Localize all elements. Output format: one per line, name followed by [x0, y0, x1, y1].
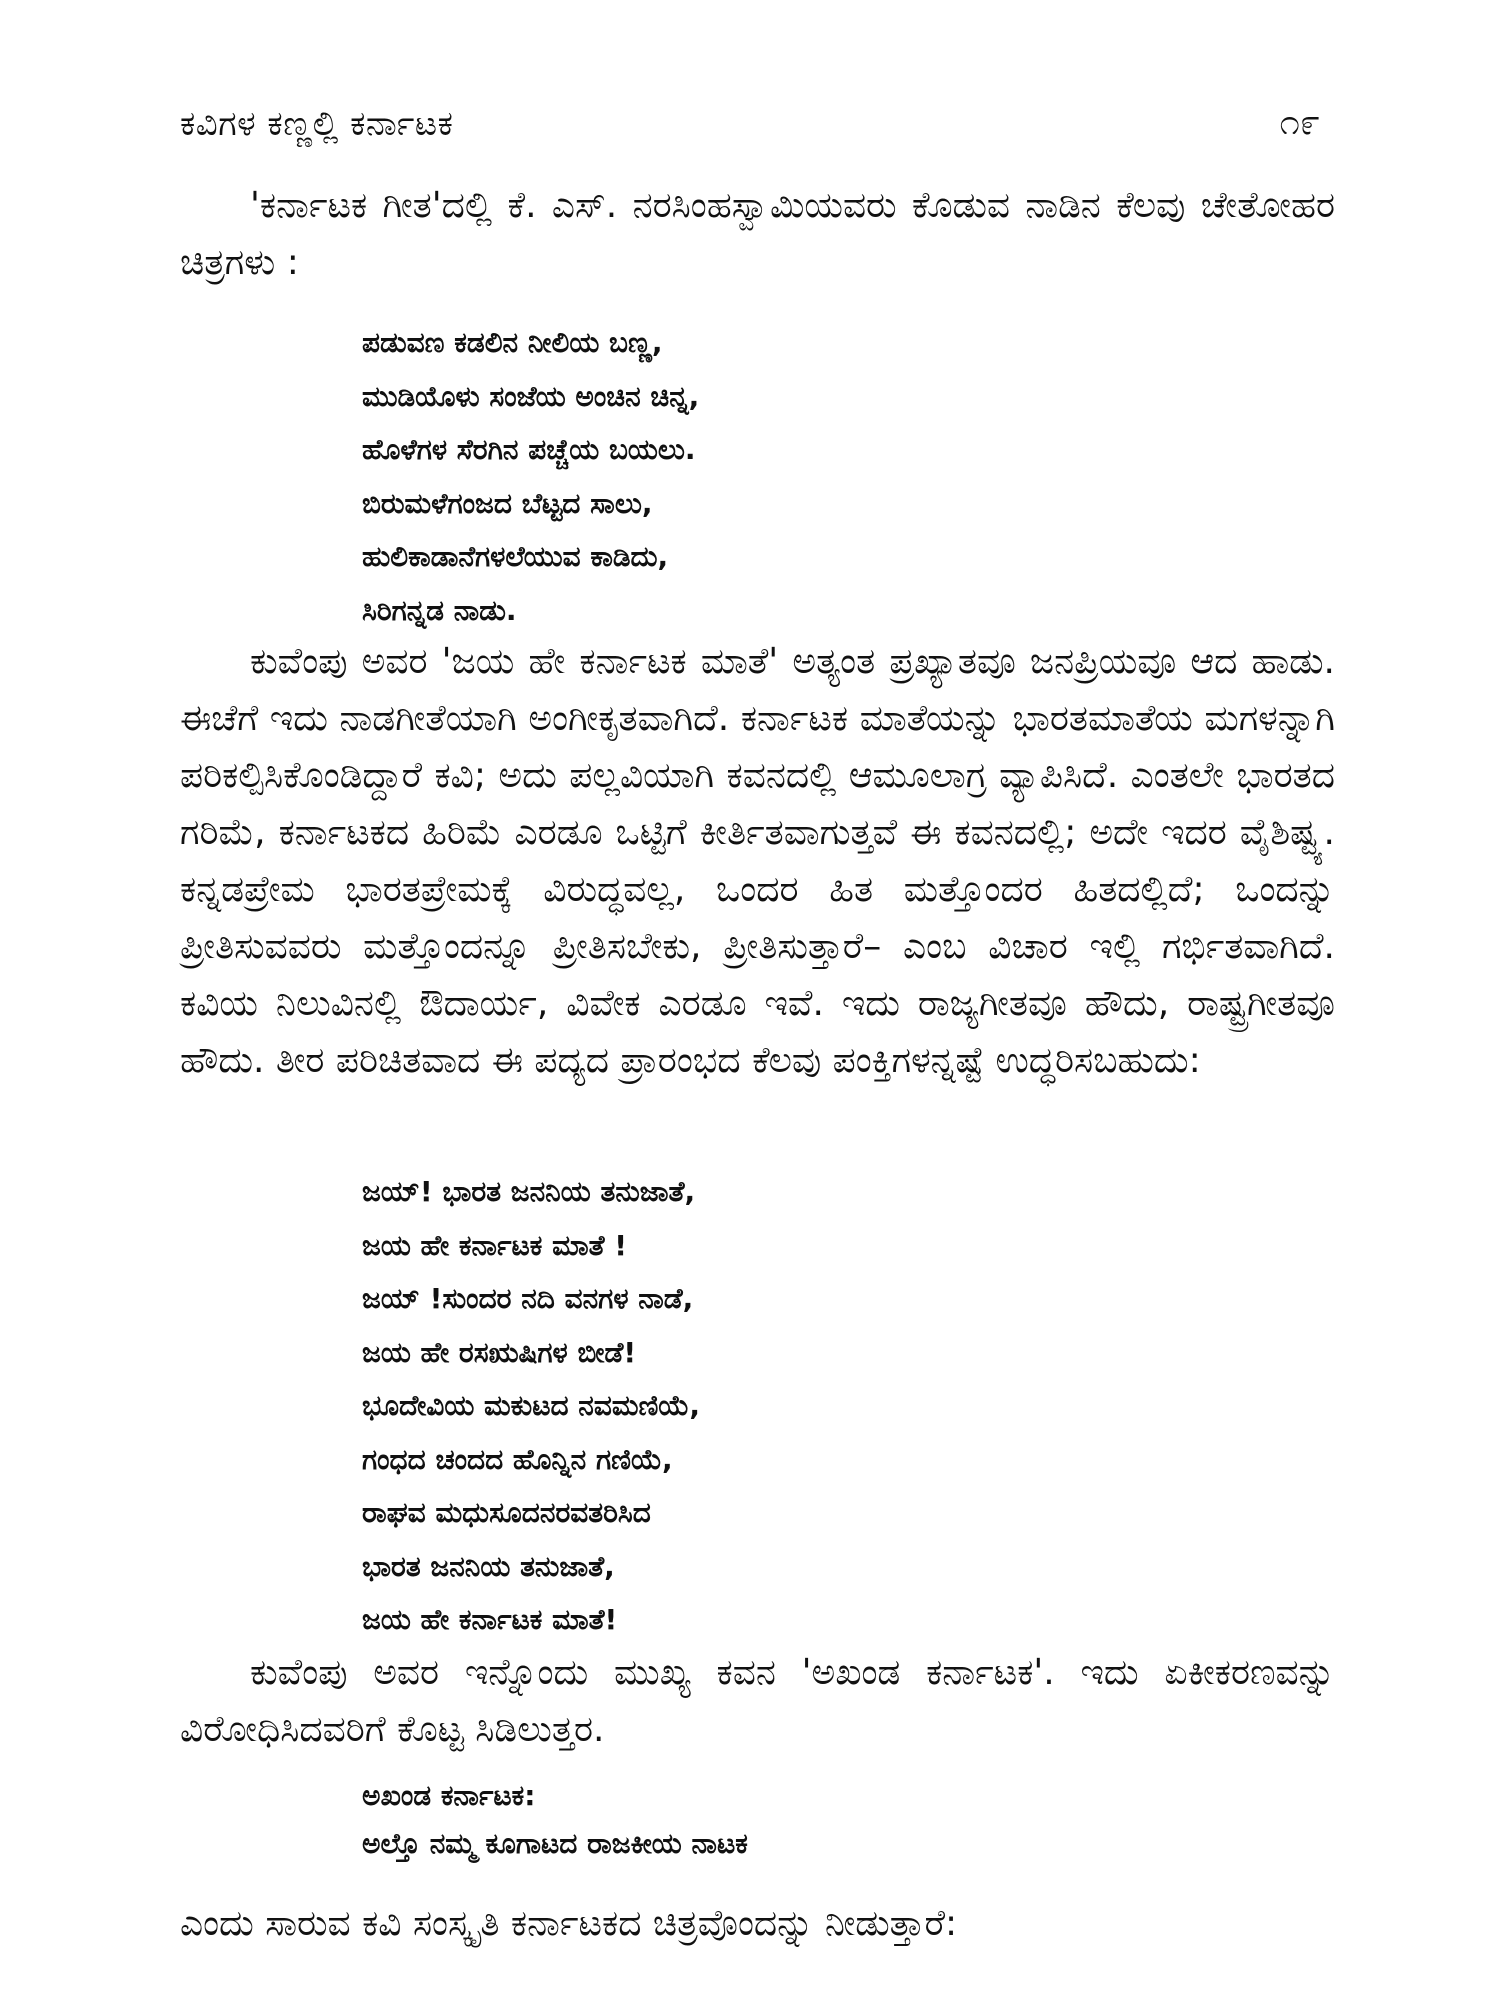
verse-line: ಜಯ್ !ಸುಂದರ ನದಿ ವನಗಳ ನಾಡೆ,	[362, 1282, 694, 1315]
paragraph-jaya-he-text: ಕುವೆಂಪು ಅವರ 'ಜಯ ಹೇ ಕರ್ನಾಟಕ ಮಾತೆ' ಅತ್ಯಂತ ಪ್ರಖ್ಯಾತವೂ ಜನಪ್ರಿಯವೂ ಆದ ಹಾಡು. ಈಚೆಗೆ ಇದು ನಾಡಗೀತೆಯಾಗಿ ಅಂಗೀಕೃತವಾಗಿದೆ. ಕರ್ನಾಟಕ ಮಾತೆಯನ್ನು ಭಾರತಮಾತೆಯ ಮಗಳನ್ನಾಗಿ ಪರಿಕಲ್ಪಿಸಿಕೊಂಡಿದ್ದಾರೆ ಕವಿ; ಅದು ಪಲ್ಲವಿಯಾಗಿ ಕವನದಲ್ಲಿ ಆಮೂಲಾಗ್ರ ವ್ಯಾಪಿಸಿದೆ. ಎಂತಲೇ ಭಾರತದ ಗರಿಮೆ, ಕರ್ನಾಟಕದ ಹಿರಿಮೆ ಎರಡೂ ಒಟ್ಟಿಗೆ ಕೀರ್ತಿತವಾಗುತ್ತವೆ ಈ ಕವನದಲ್ಲಿ; ಅದೇ ಇದರ ವೈಶಿಷ್ಟ್ಯ. ಕನ್ನಡಪ್ರೇಮ ಭಾರತಪ್ರೇಮಕ್ಕೆ ವಿರುದ್ಧವಲ್ಲ, ಒಂದರ ಹಿತ ಮತ್ತೊಂದರ ಹಿತದಲ್ಲಿದೆ; ಒಂದನ್ನು ಪ್ರೀತಿಸುವವರು ಮತ್ತೊಂದನ್ನೂ ಪ್ರೀತಿಸಬೇಕು, ಪ್ರೀತಿಸುತ್ತಾರೆ– ಎಂಬ ವಿಚಾರ ಇಲ್ಲಿ ಗರ್ಭಿತವಾಗಿದೆ. ಕವಿಯ ನಿಲುವಿನಲ್ಲಿ ಔದಾರ್ಯ, ವಿವೇಕ ಎರಡೂ ಇವೆ. ಇದು ರಾಜ್ಯಗೀತವೂ ಹೌದು, ರಾಷ್ಟ್ರಗೀತವೂ ಹೌದು. ತೀರ ಪರಿಚಿತವಾದ ಈ ಪದ್ಯದ ಪ್ರಾರಂಭದ ಕೆಲವು ಪಂಕ್ತಿಗಳನ್ನಷ್ಟೆ ಉದ್ಧರಿಸಬಹುದು:	[180, 641, 1335, 1081]
verse-karnataka-geeta	[362, 316, 1262, 637]
verse-jaya-he	[362, 1165, 1262, 1647]
verse-line: ಪಡುವಣ ಕಡಲಿನ ನೀಲಿಯ ಬಣ್ಣ,	[362, 326, 663, 359]
verse-line: ಹೊಳೆಗಳ ಸೆರಗಿನ ಪಚ್ಚೆಯ ಬಯಲು.	[362, 433, 696, 466]
verse-line: ಜಯ ಹೇ ಕರ್ನಾಟಕ ಮಾತೆ !	[362, 1228, 628, 1262]
verse-line: ಅಖಂಡ ಕರ್ನಾಟಕ:	[362, 1779, 536, 1812]
verse-line: ಜಯ ಹೇ ಕರ್ನಾಟಕ ಮಾತೆ!	[362, 1603, 618, 1636]
paragraph-intro-text: 'ಕರ್ನಾಟಕ ಗೀತ'ದಲ್ಲಿ ಕೆ. ಎಸ್. ನರಸಿಂಹಸ್ವಾಮಿಯವರು ಕೊಡುವ ನಾಡಿನ ಕೆಲವು ಚೇತೋಹರ ಚಿತ್ರಗಳು :	[180, 185, 1335, 283]
verse-line: ಅಲ್ತೊ ನಮ್ಮ ಕೂಗಾಟದ ರಾಜಕೀಯ ನಾಟಕ	[362, 1827, 748, 1860]
verse-line: ಹುಲಿಕಾಡಾನೆಗಳಲೆಯುವ ಕಾಡಿದು,	[362, 540, 669, 573]
paragraph-jaya-he	[180, 633, 1335, 1089]
paragraph-akhanda	[180, 1644, 1335, 1758]
paragraph-intro	[180, 177, 1335, 291]
paragraph-akhanda-text: ಕುವೆಂಪು ಅವರ ಇನ್ನೊಂದು ಮುಖ್ಯ ಕವನ 'ಅಖಂಡ ಕರ್ನಾಟಕ'. ಇದು ಏಕೀಕರಣವನ್ನು ವಿರೋಧಿಸಿದವರಿಗೆ ಕೊಟ್ಟ ಸಿಡಿಲುತ್ತರ.	[180, 1652, 1335, 1750]
page-number: ೧೯	[1279, 102, 1320, 143]
verse-line: ಜಯ್! ಭಾರತ ಜನನಿಯ ತನುಜಾತೆ,	[362, 1175, 696, 1208]
verse-akhanda	[362, 1772, 1262, 1868]
verse-line: ರಾಘವ ಮಧುಸೂದನರವತರಿಸಿದ	[362, 1496, 651, 1529]
running-title: ಕವಿಗಳ ಕಣ್ಣಲ್ಲಿ ಕರ್ನಾಟಕ	[180, 104, 454, 144]
paragraph-closing	[180, 1895, 1335, 1952]
verse-line: ಗಂಧದ ಚಂದದ ಹೊನ್ನಿನ ಗಣಿಯೆ,	[362, 1442, 673, 1476]
paragraph-closing-text: ಎಂದು ಸಾರುವ ಕವಿ ಸಂಸ್ಕೃತಿ ಕರ್ನಾಟಕದ ಚಿತ್ರವೊಂದನ್ನು ನೀಡುತ್ತಾರೆ:	[180, 1903, 958, 1944]
verse-line: ಸಿರಿಗನ್ನಡ ನಾಡು.	[362, 593, 517, 627]
verse-line: ಮುಡಿಯೊಳು ಸಂಜೆಯ ಅಂಚಿನ ಚಿನ್ನ,	[362, 379, 700, 413]
verse-line: ಭೂದೇವಿಯ ಮಕುಟದ ನವಮಣಿಯೆ,	[362, 1389, 701, 1422]
verse-line: ಬಿರುಮಳೆಗಂಜದ ಬೆಟ್ಟದ ಸಾಲು,	[362, 486, 653, 520]
verse-line: ಭಾರತ ಜನನಿಯ ತನುಜಾತೆ,	[362, 1549, 615, 1583]
verse-line: ಜಯ ಹೇ ರಸಋಷಿಗಳ ಬೀಡೆ!	[362, 1335, 637, 1369]
